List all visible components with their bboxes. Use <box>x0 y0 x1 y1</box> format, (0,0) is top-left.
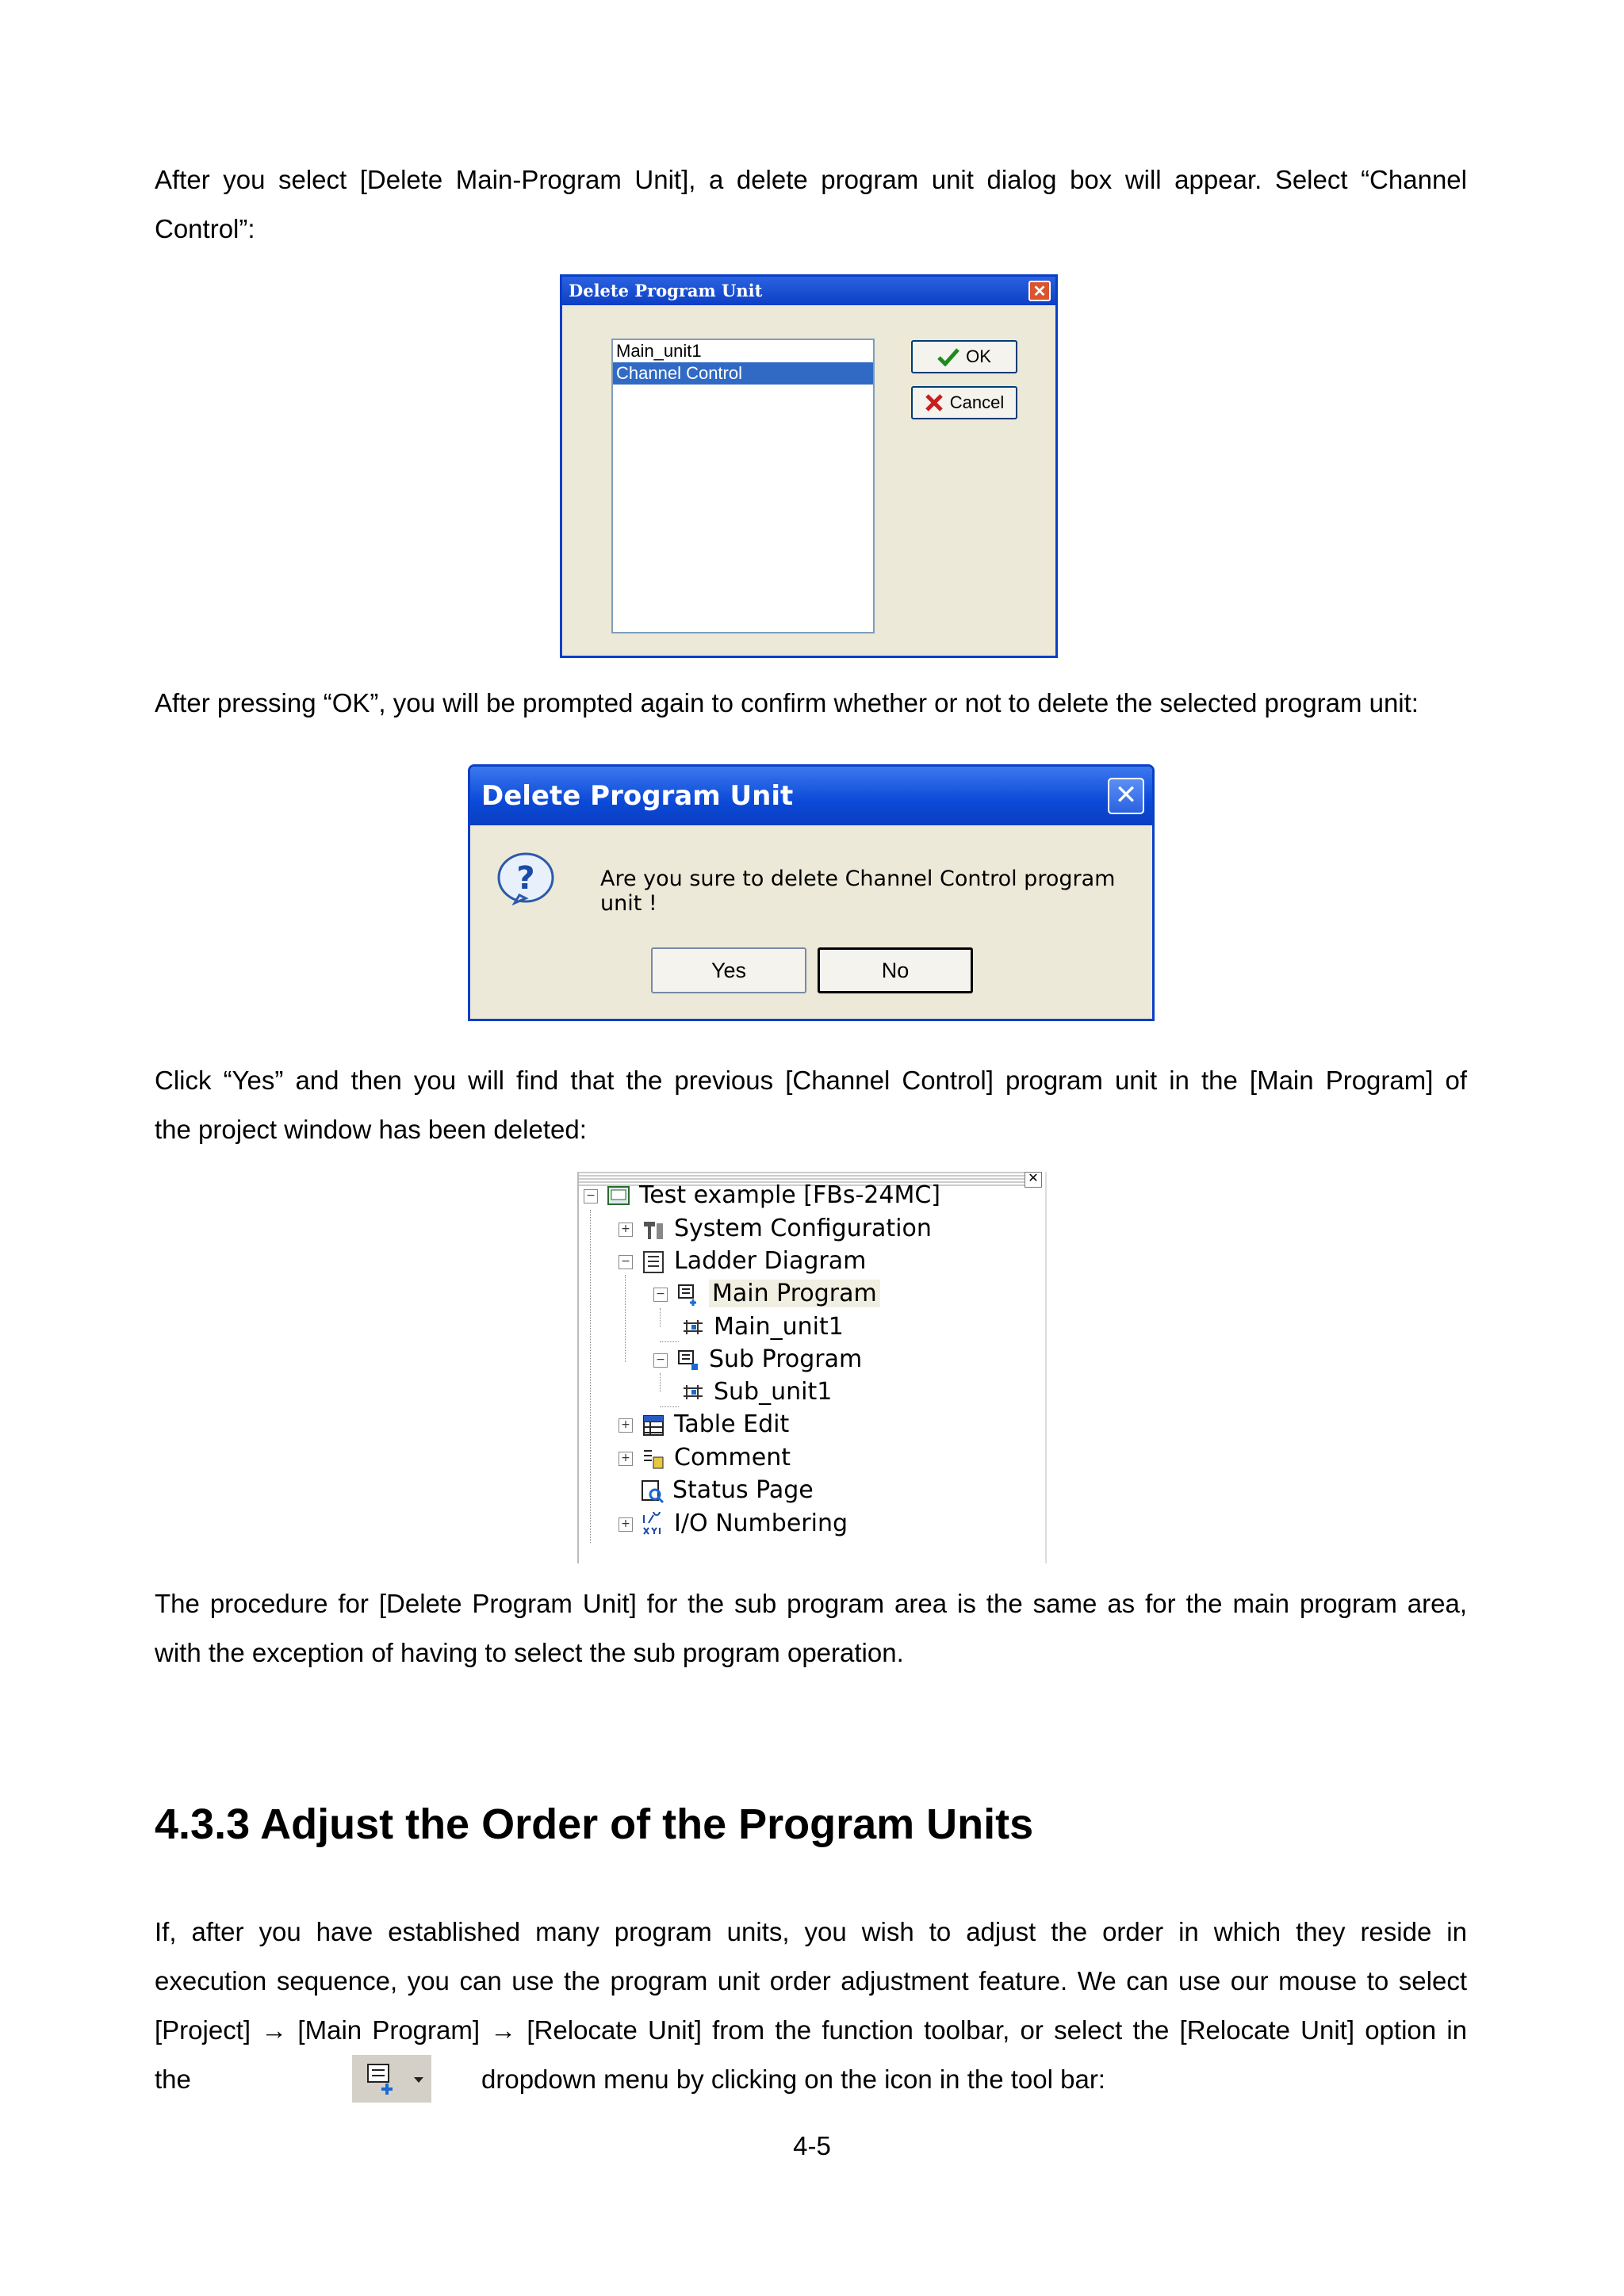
tree-node-io-numbering[interactable]: + I/O Numbering <box>619 1508 848 1540</box>
ok-label: OK <box>966 346 991 366</box>
dialog-title: Delete Program Unit <box>481 780 794 812</box>
check-icon <box>937 347 959 366</box>
io-icon <box>641 1512 666 1537</box>
expand-icon[interactable]: + <box>619 1517 633 1532</box>
confirm-message: Are you sure to delete Channel Control program unit ! <box>600 867 1116 916</box>
adjust-line-2: execution sequence, you can use the program unit order adjustment feature. We can use our mouse to select <box>155 1966 1467 1996</box>
project-tree-window <box>577 1172 1047 1563</box>
tree-node-comment[interactable]: + Comment <box>619 1442 791 1474</box>
procedure-line-2: with the exception of having to select the sub program operation. <box>155 1638 904 1667</box>
adjust-line-4-end: dropdown menu by clicking on the icon in the tool bar: <box>481 2064 1105 2094</box>
expand-icon[interactable]: + <box>619 1223 633 1237</box>
result-line-2: the project window has been deleted: <box>155 1115 587 1144</box>
unit-icon <box>680 1315 706 1341</box>
collapse-icon[interactable]: − <box>619 1255 633 1269</box>
project-icon <box>606 1184 631 1209</box>
tree-node-sub-program[interactable]: − Sub Program <box>653 1344 862 1376</box>
tree-node-table-edit[interactable]: + Table Edit <box>619 1409 789 1441</box>
dialog-titlebar <box>470 767 1152 825</box>
tree-node-ladder-diagram[interactable]: − Ladder Diagram <box>619 1246 866 1277</box>
collapse-icon[interactable]: − <box>653 1288 668 1302</box>
program-unit-dropdown-icon <box>352 2055 431 2103</box>
comment-icon <box>641 1446 666 1471</box>
close-icon[interactable]: ✕ <box>1025 1172 1042 1188</box>
intro-line-2: Control”: <box>155 214 255 243</box>
list-item-channel-control[interactable]: Channel Control <box>613 362 873 385</box>
confirm-paragraph: After pressing “OK”, you will be prompted again to confirm whether or not to delete the selected program unit: <box>155 688 1419 718</box>
confirm-delete-dialog <box>468 764 1155 1021</box>
expand-icon[interactable]: + <box>619 1418 633 1433</box>
tree-node-main-program[interactable]: − Main Program <box>653 1278 880 1310</box>
svg-text:?: ? <box>516 860 535 897</box>
relocate-unit-toolbar-button[interactable] <box>352 2055 431 2103</box>
config-icon <box>641 1217 666 1242</box>
question-icon <box>494 848 557 911</box>
cross-icon <box>925 393 944 412</box>
close-icon[interactable]: ✕ <box>1028 281 1051 301</box>
program-unit-list[interactable] <box>611 339 875 633</box>
adjust-line-4-start: the <box>155 2064 191 2094</box>
sub-program-icon <box>676 1348 701 1373</box>
collapse-icon[interactable]: − <box>584 1189 598 1203</box>
list-item-main-unit1[interactable]: Main_unit1 <box>616 341 702 361</box>
tree-node-project[interactable]: − Test example [FBs-24MC] <box>584 1180 940 1211</box>
collapse-icon[interactable]: − <box>653 1353 668 1368</box>
yes-button[interactable]: Yes <box>651 947 806 993</box>
status-icon <box>639 1479 665 1504</box>
intro-line-1: After you select [Delete Main-Program Unit], a delete program unit dialog box will appear. Select “Channel <box>155 165 1467 194</box>
adjust-line-3: [Project] → [Main Program] → [Relocate Unit] from the function toolbar, or select the [Relocate Unit] option in <box>155 2015 1467 2045</box>
cancel-button[interactable] <box>911 386 1017 419</box>
tree-node-status-page[interactable]: Status Page <box>639 1475 814 1506</box>
page-number: 4-5 <box>793 2131 831 2160</box>
procedure-line-1: The procedure for [Delete Program Unit] for the sub program area is the same as for the main program area, <box>155 1589 1467 1618</box>
close-icon[interactable]: ✕ <box>1108 778 1144 814</box>
section-heading: 4.3.3 Adjust the Order of the Program Units <box>155 1800 1034 1848</box>
table-icon <box>641 1413 666 1438</box>
tree-node-main-unit1[interactable]: Main_unit1 <box>680 1311 844 1343</box>
dialog-title: Delete Program Unit <box>569 281 763 300</box>
result-line-1: Click “Yes” and then you will find that the previous [Channel Control] program unit in the [Main Program] of <box>155 1066 1467 1095</box>
main-program-icon <box>676 1282 701 1307</box>
tree-node-sub-unit1[interactable]: Sub_unit1 <box>680 1376 832 1408</box>
unit-icon <box>680 1380 706 1406</box>
ladder-icon <box>641 1249 666 1275</box>
no-button[interactable]: No <box>818 947 973 993</box>
delete-program-unit-dialog <box>560 274 1058 658</box>
ok-button[interactable] <box>911 340 1017 373</box>
tree-node-system-configuration[interactable]: + System Configuration <box>619 1213 932 1245</box>
adjust-line-1: If, after you have established many program units, you wish to adjust the order in which they reside in <box>155 1917 1467 1946</box>
expand-icon[interactable]: + <box>619 1452 633 1466</box>
cancel-label: Cancel <box>949 392 1005 412</box>
dialog-titlebar <box>562 277 1055 305</box>
